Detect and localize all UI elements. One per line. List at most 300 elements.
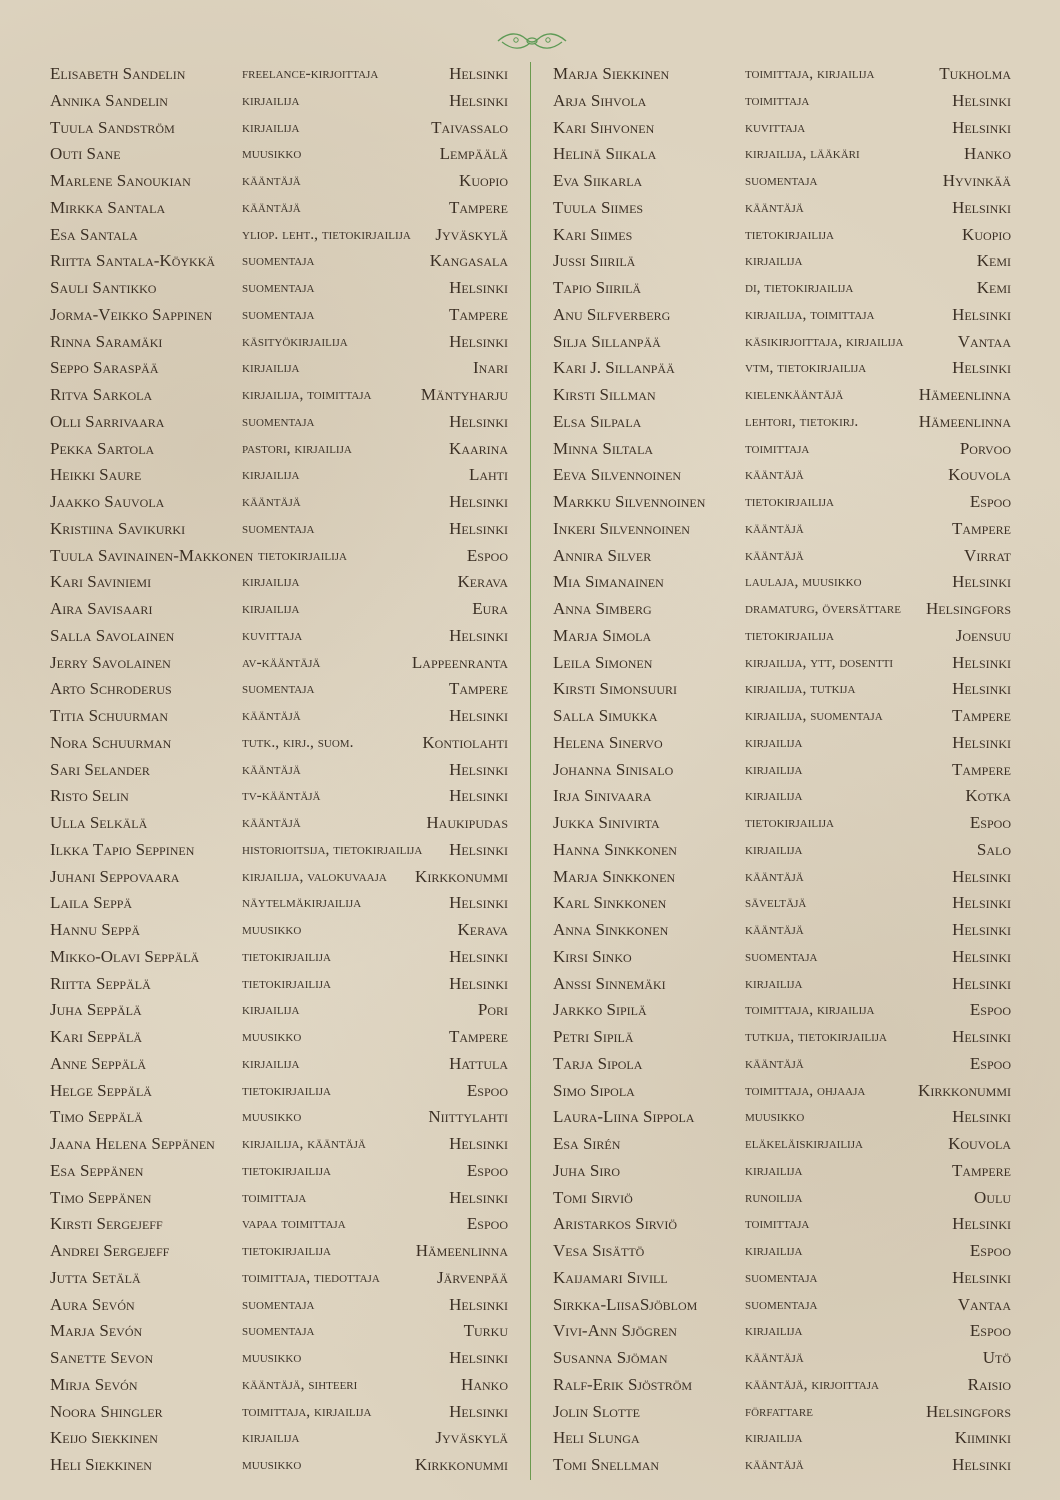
person-occupation: kääntäjä [745,466,804,484]
person-occupation: suomentaja [242,305,315,323]
person-city: Espoo [466,545,508,565]
person-name: Tuula Sandström [50,117,175,137]
person-city: Helsinki [952,197,1011,217]
flourish-ornament-icon [496,30,568,52]
list-item [553,516,1011,543]
person-city: Niittylahti [428,1107,508,1127]
list-item [553,730,1011,757]
person-name: Nora Schuurman [50,732,172,752]
person-name: Ritva Sarkola [50,385,153,404]
person-city: Helsinki [449,492,508,511]
list-item [553,596,1011,623]
list-item [50,703,508,730]
person-occupation: muusikko [242,1349,302,1366]
person-name: Laura-Liina Sippola [553,1107,695,1127]
list-item [553,676,1011,703]
person-city: Kemi [976,251,1011,271]
person-name: Anna Sinkkonen [553,920,669,939]
person-city: Helsinki [952,679,1011,699]
person-name: Sari Selander [50,759,150,779]
person-name: Hannu Seppä [50,920,140,939]
left-column [50,61,508,1479]
list-item [50,676,508,703]
list-item [553,1158,1011,1185]
person-name: Kari Saviniemi [50,572,152,592]
list-item [50,917,508,944]
person-occupation: toimittaja, ohjaaja [745,1081,866,1099]
person-name: Tuula Savinainen-Makkonen [50,545,254,565]
person-city: Tampere [448,679,508,699]
person-city: Jyväskylä [435,1428,508,1448]
list-item [50,222,508,249]
person-city: Taivassalo [431,117,508,137]
person-city: Porvoo [959,438,1011,458]
person-name: Kirsti Sergejeff [50,1214,163,1234]
person-occupation: suomentaja [242,412,315,430]
person-city: Kouvola [948,465,1011,485]
list-item [553,302,1011,329]
person-city: Tampere [448,197,508,217]
person-city: Kemi [976,278,1011,297]
person-city: Kontiolahti [422,732,508,752]
person-name: Heikki Saure [50,465,142,485]
person-name: Olli Sarrivaara [50,411,165,431]
person-occupation: kirjailija [242,91,300,109]
person-occupation: kirjailija [745,840,803,858]
person-occupation: kirjailija [745,787,803,805]
person-occupation: suomentaja [745,172,818,189]
list-item [50,409,508,436]
person-occupation: toimittaja, tiedottaja [242,1268,380,1286]
person-city: Kaarina [449,438,508,458]
person-occupation: toimittaja, kirjailija [745,1001,875,1019]
list-item [553,650,1011,677]
person-occupation: kirjailija, kääntäjä [242,1135,366,1152]
list-item [553,1185,1011,1212]
person-occupation: suomentaja [745,1295,818,1313]
person-city: Tampere [448,1027,508,1046]
person-occupation: kirjailija [745,252,803,270]
person-city: Helsinki [449,893,508,913]
person-occupation: kääntäjä [242,814,301,831]
person-city: Helsinki [952,1214,1011,1234]
person-city: Helsinki [449,839,508,859]
person-city: Tampere [951,706,1011,725]
person-name: Eeva Silvennoinen [553,465,682,485]
person-name: Marlene Sanoukian [50,171,191,190]
person-occupation: di, tietokirjailija [745,279,854,296]
person-city: Lappeenranta [411,652,508,672]
person-name: Marja Siekkinen [553,64,670,83]
person-city: Oulu [974,1187,1011,1207]
person-occupation: kääntäjä [745,519,804,537]
person-city: Helsinki [952,652,1011,672]
person-city: Helsinki [449,973,508,993]
person-occupation: toimittaja [745,91,810,109]
person-city: Hämeenlinna [918,411,1011,431]
list-item [50,302,508,329]
person-city: Helsinki [952,1455,1011,1474]
person-occupation: näytelmäkirjailija [242,894,362,912]
person-name: Tomi Sirviö [553,1187,633,1207]
person-occupation: tietokirjailija [745,493,835,510]
list-item [50,543,508,570]
list-item [50,141,508,168]
person-occupation: kääntäjä [745,546,804,564]
person-occupation: toimittaja [242,1188,307,1206]
person-name: Minna Siltala [553,438,654,458]
person-name: Tuula Siimes [553,197,644,217]
list-item [553,543,1011,570]
list-item [50,1345,508,1372]
list-item [553,890,1011,917]
person-name: Vesa Sisättö [553,1241,645,1260]
list-item [553,1399,1011,1426]
person-name: Rinna Saramäki [50,331,163,351]
person-city: Vantaa [957,331,1011,351]
list-item [553,329,1011,356]
person-occupation: kirjailija, valokuvaaja [242,867,387,885]
list-item [553,783,1011,810]
person-name: Jerry Savolainen [50,652,171,672]
person-city: Hämeenlinna [918,385,1011,404]
person-name: Aira Savisaari [50,599,153,618]
right-column [553,61,1011,1479]
list-item [553,1452,1011,1479]
list-item [50,355,508,382]
person-occupation: kirjailija, lääkäri [745,145,860,163]
person-city: Hämeenlinna [415,1241,508,1260]
person-name: Kari Siimes [553,224,633,244]
person-occupation: suomentaja [745,1268,818,1286]
person-name: Kari Seppälä [50,1027,142,1046]
person-city: Helsinki [449,1294,508,1314]
list-item [553,462,1011,489]
person-name: Anna Simberg [553,599,652,618]
person-city: Espoo [969,1000,1011,1020]
list-item [553,1078,1011,1105]
list-item [553,1238,1011,1265]
person-occupation: kielenkääntäjä [745,386,844,403]
person-name: Jussi Siirilä [553,251,636,271]
person-city: Pori [477,1000,508,1020]
person-city: Kerava [457,572,508,592]
person-city: Helsinki [449,278,508,297]
person-name: Anssi Sinnemäki [553,973,666,993]
list-item [50,890,508,917]
list-item [553,864,1011,891]
person-city: Tampere [448,304,508,324]
list-item [50,88,508,115]
person-name: Kari J. Sillanpää [553,358,675,378]
person-occupation: kääntäjä [745,867,804,885]
person-name: Andrei Sergejeff [50,1241,170,1260]
person-occupation: tietokirjailija [242,974,332,992]
person-city: Helsinki [952,572,1011,592]
person-occupation: kääntäjä [745,921,804,938]
person-name: Irja Sinivaara [553,786,652,806]
person-occupation: kääntäjä [745,198,804,216]
list-item [50,1399,508,1426]
person-city: Raisio [967,1374,1011,1394]
person-city: Helsinki [952,358,1011,378]
person-city: Kangasala [429,251,508,271]
person-name: Eva Siikarla [553,171,643,190]
list-item [50,436,508,463]
person-occupation: tietokirjailija [745,626,835,644]
person-city: Kuopio [962,224,1011,244]
person-occupation: muusikko [242,1028,302,1045]
person-city: Kuopio [459,171,508,190]
person-occupation: lehtori, tietokirj. [745,412,859,430]
person-occupation: kääntäjä, sihteeri [242,1375,358,1393]
list-item [553,703,1011,730]
person-city: Helsinki [449,411,508,431]
list-item [50,275,508,302]
person-name: Kirsi Sinko [553,946,632,966]
person-city: Helsinki [952,893,1011,913]
list-item [50,623,508,650]
list-item [553,757,1011,784]
person-city: Helsinki [449,786,508,806]
person-city: Lahti [468,465,508,485]
list-item [50,1185,508,1212]
list-item [50,596,508,623]
person-name: Mia Simanainen [553,572,664,592]
person-occupation: kuvittaja [242,626,303,644]
list-item [553,997,1011,1024]
list-item [50,944,508,971]
column-divider [530,62,531,1480]
person-name: Jolin Slotte [553,1401,640,1421]
person-occupation: suomentaja [242,279,315,296]
person-name: Seppo Saraspää [50,358,159,378]
list-item [50,1024,508,1051]
list-item [553,1265,1011,1292]
person-occupation: kääntäjä, kirjoittaja [745,1375,879,1393]
list-item [553,917,1011,944]
person-occupation: muusikko [242,1456,302,1473]
list-item [553,61,1011,88]
list-item [50,195,508,222]
person-occupation: kirjailija, toimittaja [745,305,875,323]
person-city: Helsinki [449,625,508,645]
person-city: Tampere [951,518,1011,538]
person-name: Laila Seppä [50,893,133,913]
person-city: Helsinki [952,304,1011,324]
person-name: Karl Sinkkonen [553,893,667,913]
person-city: Virrat [964,545,1011,565]
person-name: Marja Simola [553,625,652,645]
person-occupation: toimittaja, kirjailija [242,1402,372,1420]
person-name: Leila Simonen [553,652,653,672]
person-occupation: kirjailija, toimittaja [242,386,372,403]
person-city: Helsinki [952,732,1011,752]
person-city: Espoo [466,1080,508,1100]
list-item [553,1318,1011,1345]
list-item [50,783,508,810]
person-occupation: kirjailija [242,1429,300,1447]
list-item [553,1292,1011,1319]
person-name: Juhani Seppovaara [50,866,180,886]
person-occupation: toimittaja [745,439,810,457]
list-item [553,623,1011,650]
list-item [553,275,1011,302]
person-name: Esa Santala [50,224,138,244]
person-city: Eura [472,599,508,618]
person-occupation: kirjailija [745,733,803,751]
person-city: Tampere [951,759,1011,779]
person-city: Helsinki [952,1027,1011,1046]
list-item [553,1345,1011,1372]
person-occupation: kirjailija [745,1322,803,1340]
person-city: Hanko [461,1374,508,1394]
list-item [50,1051,508,1078]
person-occupation: suomentaja [242,1295,315,1313]
list-item [50,1292,508,1319]
person-city: Hattula [449,1053,508,1073]
person-city: Helsinki [449,518,508,538]
person-name: Helena Sinervo [553,732,663,752]
person-occupation: kääntäjä [242,707,301,724]
person-city: Tukholma [939,64,1011,83]
person-name: Juha Siro [553,1160,620,1180]
person-occupation: kirjailija [242,359,300,377]
person-occupation: kääntäjä [745,1054,804,1072]
list-item [50,168,508,195]
person-occupation: tietokirjailija [242,1242,332,1259]
person-name: Annira Silver [553,545,652,565]
person-occupation: toimittaja [745,1215,810,1233]
person-city: Inari [473,358,508,378]
person-name: Sanette Sevon [50,1348,154,1367]
list-item [553,409,1011,436]
list-item [50,569,508,596]
list-item [553,168,1011,195]
person-name: Esa Seppänen [50,1160,144,1180]
person-occupation: tietokirjailija [258,546,348,564]
person-occupation: kirjailija [745,760,803,778]
list-item [50,810,508,837]
list-item [50,1238,508,1265]
person-city: Espoo [969,1241,1011,1260]
person-name: Kristiina Savikurki [50,518,186,538]
person-name: Ulla Selkälä [50,813,148,832]
person-occupation: tutk., kirj., suom. [242,733,354,751]
person-city: Espoo [466,1160,508,1180]
person-name: Jukka Sinivirta [553,813,660,832]
person-city: Jyväskylä [435,224,508,244]
list-item [553,1104,1011,1131]
person-city: Kirkkonummi [918,1080,1011,1100]
person-occupation: yliop. leht., tietokirjailija [242,225,411,243]
person-name: Kaijamari Sivill [553,1267,668,1287]
person-occupation: kirjailija [242,600,300,617]
person-name: Helinä Siikala [553,144,657,164]
list-item [553,1211,1011,1238]
list-item [553,810,1011,837]
person-name: Aura Sevón [50,1294,135,1314]
person-city: Mäntyharju [420,385,508,404]
person-city: Helsinki [449,759,508,779]
person-occupation: kirjailija [242,118,300,136]
person-city: Helsinki [952,1107,1011,1127]
list-item [50,730,508,757]
person-city: Espoo [969,1053,1011,1073]
person-city: Helsinki [449,1401,508,1421]
person-occupation: muusikko [745,1108,805,1126]
person-name: Heli Siekkinen [50,1455,152,1474]
list-item [50,1078,508,1105]
person-occupation: tutkija, tietokirjailija [745,1028,887,1045]
person-city: Helsinki [952,1267,1011,1287]
list-item [50,329,508,356]
person-name: Ilkka Tapio Seppinen [50,839,195,859]
person-name: Timo Seppälä [50,1107,143,1127]
person-city: Hanko [964,144,1011,164]
person-name: Vivi-Ann Sjögren [553,1321,677,1341]
person-occupation: dramaturg, översättare [745,600,901,617]
person-city: Espoo [466,1214,508,1234]
person-occupation: eläkeläiskirjailija [745,1135,863,1152]
person-city: Turku [463,1321,508,1341]
person-city: Lempäälä [439,144,508,164]
person-city: Helsinki [449,706,508,725]
list-item [553,971,1011,998]
person-name: Pekka Sartola [50,438,155,458]
person-city: Helsinki [449,90,508,110]
person-city: Utö [982,1348,1011,1367]
list-item [50,115,508,142]
person-city: Helsingfors [926,1401,1011,1421]
person-city: Vantaa [957,1294,1011,1314]
person-occupation: suomentaja [745,947,818,965]
person-name: Inkeri Silvennoinen [553,518,690,538]
person-name: Esa Sirén [553,1134,621,1153]
person-occupation: författare [745,1402,813,1420]
person-occupation: runoilija [745,1188,803,1206]
person-name: Aristarkos Sirviö [553,1214,678,1234]
person-name: Sauli Santikko [50,278,157,297]
person-name: Ralf-Erik Sjöström [553,1374,693,1394]
person-occupation: tietokirjailija [242,1161,332,1179]
person-occupation: toimittaja, kirjailija [745,65,875,82]
person-name: Susanna Sjöman [553,1348,668,1367]
person-city: Espoo [969,1321,1011,1341]
person-name: Jaana Helena Seppänen [50,1134,215,1153]
list-item [50,864,508,891]
person-name: Juha Seppälä [50,1000,142,1020]
list-item [553,382,1011,409]
person-name: Simo Sipola [553,1080,635,1100]
person-city: Helsinki [952,920,1011,939]
person-city: Kiiminki [954,1428,1011,1448]
list-item [50,1452,508,1479]
person-city: Helsinki [449,1348,508,1367]
person-name: Petri Sipilä [553,1027,634,1046]
person-name: Silja Sillanpää [553,331,661,351]
person-name: Outi Sane [50,144,121,164]
person-occupation: tietokirjailija [242,947,332,965]
list-item [50,248,508,275]
list-item [50,837,508,864]
person-occupation: vtm, tietokirjailija [745,359,867,377]
person-name: Mikko-Olavi Seppälä [50,946,200,966]
person-name: Jutta Setälä [50,1267,141,1287]
person-occupation: käsityökirjailija [242,332,348,350]
person-name: Kirsti Sillman [553,385,656,404]
list-item [50,997,508,1024]
